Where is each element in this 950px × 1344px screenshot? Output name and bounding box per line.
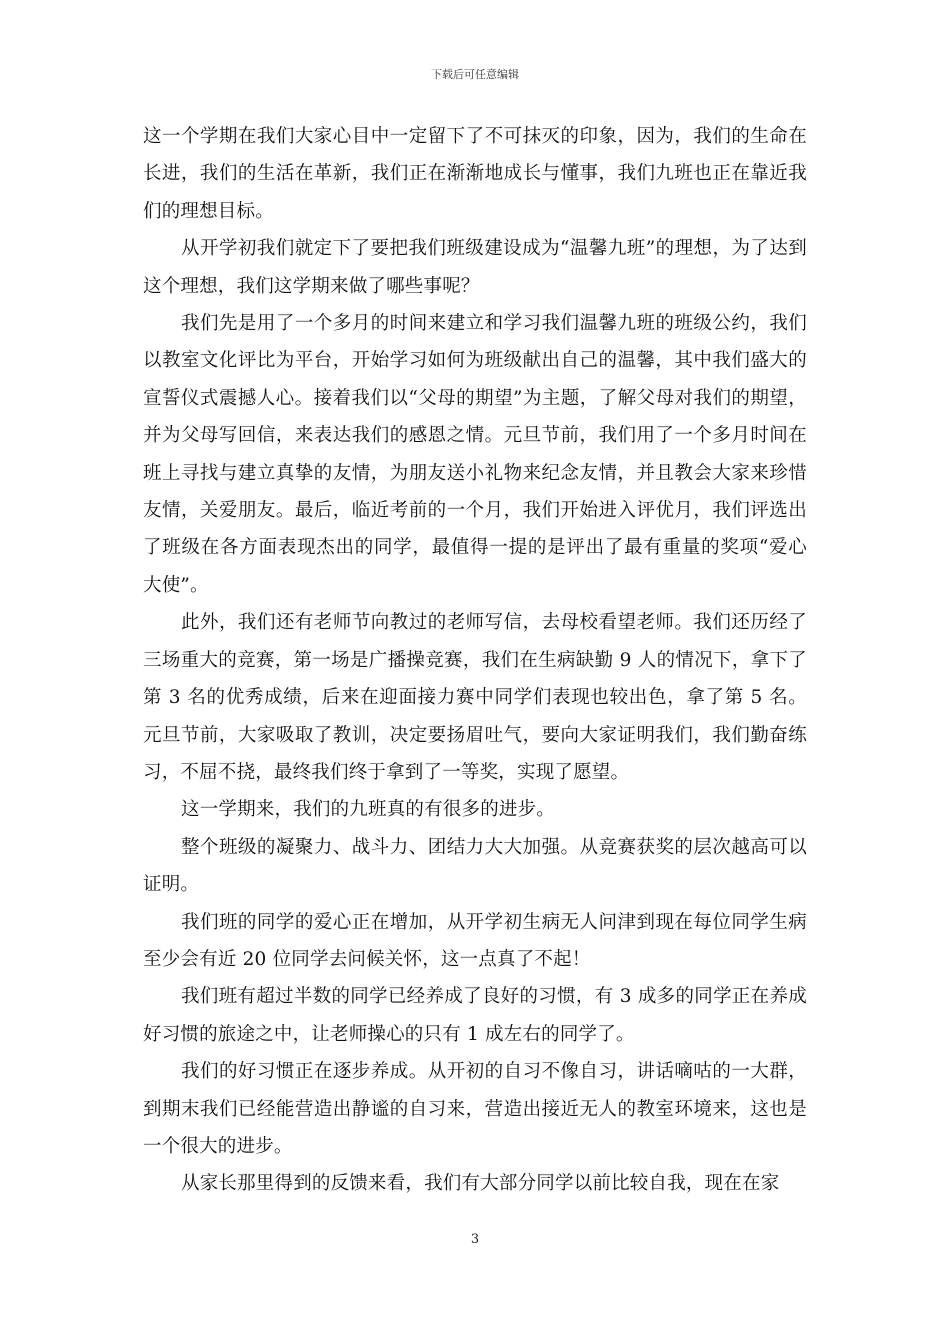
paragraph: 整个班级的凝聚力、战斗力、团结力大大加强。从竞赛获奖的层次越高可以证明。 [143,836,807,896]
paragraph: 我们班的同学的爱心正在增加，从开学初生病无人问津到现在每位同学生病至少会有近 20 位同学去问候关怀，这一点真了不起！ [143,911,807,970]
paragraph: 从开学初我们就定下了要把我们班级建设成为“温馨九班”的理想，为了达到这个理想，我们这学期来做了哪些事呢？ [143,238,807,297]
page-header: 下载后可任意编辑 [431,68,519,81]
paragraph: 从家长那里得到的反馈来看，我们有大部分同学以前比较自我，现在在家 [181,1173,780,1195]
paragraph: 此外，我们还有老师节向教过的老师写信，去母校看望老师。我们还历经了三场重大的竞赛，第一场是广播操竞赛，我们在生病缺勤 9 人的情况下，拿下了第 3 名的优秀成绩，后来在迎面接力赛中同学们表现也较出色，拿了第 5 名。元旦节前，大家吸取了教训，决定要扬眉吐气，要向大家证明我们，我们勤奋练习，不屈不挠，最终我们终于拿到了一等奖，实现了愿望。 [143,612,807,783]
page-number: 3 [470,1232,480,1247]
document-body [143,118,807,1203]
paragraph: 我们班有超过半数的同学已经养成了良好的习惯，有 3 成多的同学正在养成好习惯的旅途之中，让老师操心的只有 1 成左右的同学了。 [143,986,807,1045]
paragraph: 这一学期来，我们的九班真的有很多的进步。 [181,799,556,821]
paragraph: 我们的好习惯正在逐步养成。从开初的自习不像自习，讲话嘀咕的一大群，到期末我们已经能营造出静谧的自习来，营造出接近无人的教室环境来，这也是一个很大的进步。 [143,1061,807,1157]
paragraph: 我们先是用了一个多月的时间来建立和学习我们温馨九班的班级公约，我们以教室文化评比为平台，开始学习如何为班级献出自己的温馨，其中我们盛大的宣誓仪式震撼人心。接着我们以“父母的期望”为主题，了解父母对我们的期望，并为父母写回信，来表达我们的感恩之情。元旦节前，我们用了一个多月时间在班上寻找与建立真挚的友情，为朋友送小礼物来纪念友情，并且教会大家来珍惜友情，关爱朋友。最后，临近考前的一个月，我们开始进入评优月，我们评选出了班级在各方面表现杰出的同学，最值得一提的是评出了最有重量的奖项“爱心大使”。 [143,313,807,596]
paragraph: 这一个学期在我们大家心目中一定留下了不可抹灭的印象，因为，我们的生命在长进，我们的生活在革新，我们正在渐渐地成长与懂事，我们九班也正在靠近我们的理想目标。 [143,126,807,222]
